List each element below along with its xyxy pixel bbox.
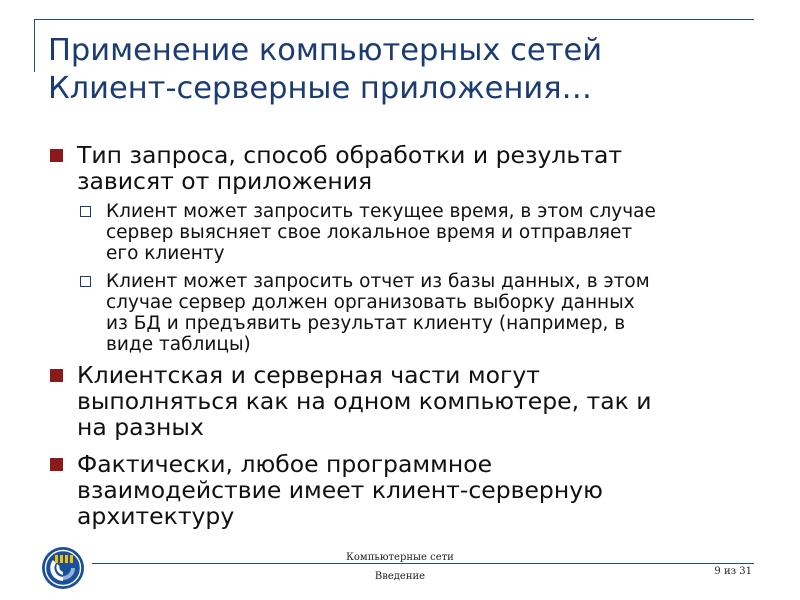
bullet-text-line: выполняться как на одном компьютере, так и xyxy=(77,387,652,415)
bullet-item xyxy=(48,451,760,529)
title-line: Применение компьютерных сетей xyxy=(48,33,603,68)
square-bullet-icon xyxy=(50,369,63,382)
sub-bullet-text-line: из БД и предъявить результат клиенту (например, в xyxy=(106,313,626,334)
sub-bullet-item xyxy=(48,201,760,264)
bullet-text-line: на разных xyxy=(77,413,204,441)
hollow-square-bullet-icon xyxy=(80,206,91,217)
unn-university-logo-icon xyxy=(41,546,85,590)
sub-bullet-item xyxy=(48,271,760,355)
sub-bullet-text-line: виде таблицы) xyxy=(106,334,251,355)
sub-bullet-text-line: сервер выясняет свое локальное время и отправляет xyxy=(106,222,633,243)
bullet-text-line: взаимодействие имеет клиент-серверную xyxy=(77,476,603,504)
sub-bullet-list xyxy=(48,201,760,355)
title-frame-top-line xyxy=(34,19,754,20)
bullet-text-line: Фактически, любое программное xyxy=(77,450,493,478)
sub-bullet-text-line: Клиент может запросить текущее время, в этом случае xyxy=(106,201,656,222)
hollow-square-bullet-icon xyxy=(80,276,91,287)
sub-bullet-text-line: его клиенту xyxy=(106,243,225,264)
slide-content xyxy=(48,142,760,529)
footer-course-title: Компьютерные сети xyxy=(346,552,454,563)
square-bullet-icon xyxy=(50,149,63,162)
bullet-text-line: Тип запроса, способ обработки и результат xyxy=(77,141,623,169)
footer-section-title: Введение xyxy=(374,571,426,582)
title-line: Клиент-серверные приложения… xyxy=(48,71,593,106)
bullet-text-line: зависят от приложения xyxy=(77,167,373,195)
page-number: 9 из 31 xyxy=(714,566,752,577)
sub-bullet-text-line: случае сервер должен организовать выборку данных xyxy=(106,292,635,313)
bullet-text-line: архитектуру xyxy=(77,502,235,530)
slide-title xyxy=(48,32,768,108)
sub-bullet-text-line: Клиент может запросить отчет из базы данных, в этом xyxy=(106,271,650,292)
bullet-item xyxy=(48,362,760,440)
bullet-text-line: Клиентская и серверная части могут xyxy=(77,361,540,389)
bullet-item xyxy=(48,142,760,194)
title-frame-left-line xyxy=(34,19,35,72)
square-bullet-icon xyxy=(50,458,63,471)
